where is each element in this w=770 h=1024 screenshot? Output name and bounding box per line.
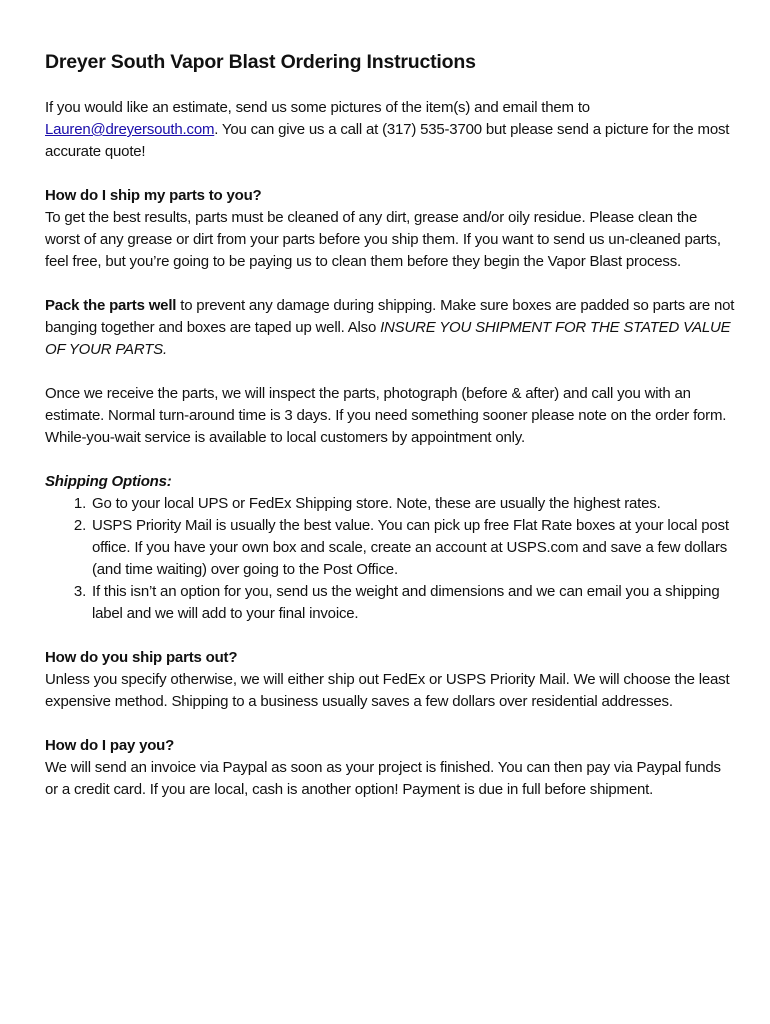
email-link[interactable]: Lauren@dreyersouth.com: [45, 121, 215, 138]
pack-bold: Pack the parts well: [45, 297, 177, 314]
ship-out-section: [45, 647, 735, 713]
intro-text: If you would like an estimate, send us some pictures of the item(s) and email them to: [45, 99, 590, 116]
ship-out-body: Unless you specify otherwise, we will either ship out FedEx or USPS Priority Mail. We will choose the least expensive method. Shipping to a business usually saves a few dollars over residential addresses.: [45, 671, 730, 710]
pack-body: to prevent any damage during shipping. Make sure boxes are padded so parts are not banging together and boxes are taped up well. Also: [45, 297, 735, 336]
pay-heading: How do I pay you?: [45, 737, 175, 754]
list-item: 3. If this isn’t an option for you, send us the weight and dimensions and we can email you a shipping label and we will add to your final invoice.: [90, 581, 735, 625]
pack-italic: INSURE YOU SHIPMENT FOR THE STATED VALUE OF YOUR PARTS.: [45, 319, 731, 358]
ship-to-heading: How do I ship my parts to you?: [45, 187, 262, 204]
ship-to-body: To get the best results, parts must be cleaned of any dirt, grease and/or oily residue. Please clean the worst of any grease or dirt from your parts before you ship them. If you want to send us un-cleaned parts, feel free, but you’re going to be paying us to clean them before they begin the Vapor Blast process.: [45, 209, 721, 270]
list-item: 1. Go to your local UPS or FedEx Shipping store. Note, these are usually the highest rates.: [90, 493, 735, 515]
ship-to-section: [45, 185, 735, 273]
ship-out-heading: How do you ship parts out?: [45, 649, 238, 666]
shipping-options-heading: Shipping Options:: [45, 473, 172, 490]
document-content: [45, 48, 735, 823]
page-title: Dreyer South Vapor Blast Ordering Instructions: [45, 51, 476, 73]
intro-text-2: . You can give us a call at (317) 535-3700 but please send a picture for the most accurate quote!: [45, 121, 730, 160]
pay-body: We will send an invoice via Paypal as soon as your project is finished. You can then pay via Paypal funds or a credit card. If you are local, cash is another option! Payment is due in full before shipment.: [45, 759, 721, 798]
intro-paragraph: [45, 97, 735, 163]
list-item: 2. USPS Priority Mail is usually the best value. You can pick up free Flat Rate boxes at your local post office. If you have your own box and scale, create an account at USPS.com and save a few dollars (and time waiting) over going to the Post Office.: [90, 515, 735, 581]
pay-section: [45, 735, 735, 801]
shipping-options-list: [45, 493, 735, 625]
pack-section: [45, 295, 735, 361]
receive-paragraph: Once we receive the parts, we will inspect the parts, photograph (before & after) and call you with an estimate. Normal turn-around time is 3 days. If you need something sooner please note on the order form. While-you-wait service is available to local customers by appointment only.: [45, 385, 727, 446]
